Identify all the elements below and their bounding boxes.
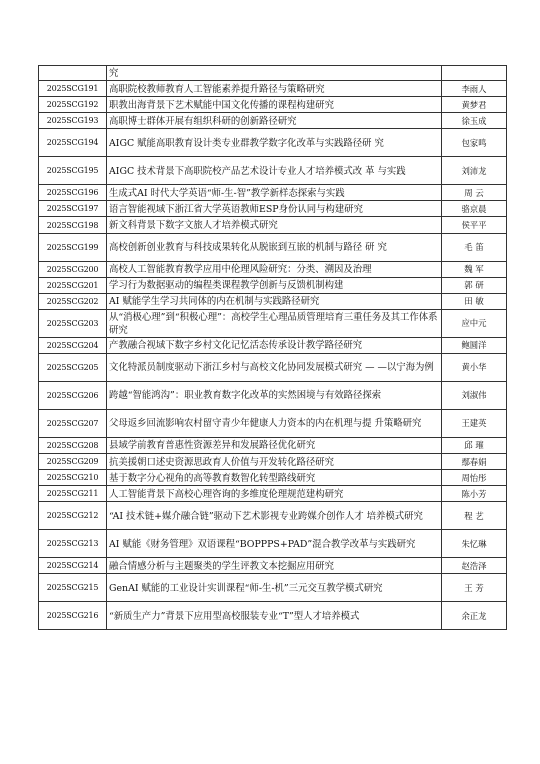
title-cell: “新质生产力”背景下应用型高校服装专业“T”型人才培养模式 bbox=[107, 602, 442, 630]
table-row bbox=[39, 437, 507, 453]
code-cell: 2025SCG212 bbox=[39, 502, 107, 530]
table-row bbox=[39, 97, 507, 113]
author-cell: 鄢春娟 bbox=[442, 454, 507, 470]
code-cell bbox=[39, 66, 107, 81]
title-cell: 语言智能视域下浙江省大学英语教师ESP身份认同与构建研究 bbox=[107, 201, 442, 217]
table-row bbox=[39, 381, 507, 409]
title-cell: 产教融合视域下数字乡村文化记忆活态传承设计教学路径研究 bbox=[107, 337, 442, 353]
author-cell: 包家鸣 bbox=[442, 129, 507, 157]
title-cell: 抗美援朝口述史资源思政育人价值与开发转化路径研究 bbox=[107, 454, 442, 470]
author-cell: 骆京晨 bbox=[442, 201, 507, 217]
table-row bbox=[39, 574, 507, 602]
author-cell: 黄梦君 bbox=[442, 97, 507, 113]
table-row bbox=[39, 129, 507, 157]
code-cell: 2025SCG196 bbox=[39, 185, 107, 201]
table-row bbox=[39, 409, 507, 437]
code-cell: 2025SCG211 bbox=[39, 486, 107, 502]
title-cell: 从“消极心理”到“积极心理”：高校学生心理品质管理培育三重任务及其工作体系研究 bbox=[107, 309, 442, 337]
code-cell: 2025SCG202 bbox=[39, 293, 107, 309]
table-row bbox=[39, 486, 507, 502]
author-cell: 陈小芳 bbox=[442, 486, 507, 502]
title-cell: 文化特派员制度驱动下浙江乡村与高校文化协同发展模式研究 — —以宁海为例 bbox=[107, 353, 442, 381]
code-cell: 2025SCG210 bbox=[39, 470, 107, 486]
title-cell: 高职院校教师教育人工智能素养提升路径与策略研究 bbox=[107, 81, 442, 97]
table-row bbox=[39, 454, 507, 470]
title-cell: AIGC 技术背景下高职院校产品艺术设计专业人才培养模式改 革 与实践 bbox=[107, 157, 442, 185]
code-cell: 2025SCG216 bbox=[39, 602, 107, 630]
table-row bbox=[39, 217, 507, 233]
author-cell: 周怡彤 bbox=[442, 470, 507, 486]
project-table bbox=[38, 65, 507, 630]
code-cell: 2025SCG199 bbox=[39, 233, 107, 261]
title-cell: 高校创新创业教育与科技成果转化从脱嵌到互嵌的机制与路径 研 究 bbox=[107, 233, 442, 261]
author-cell: 王建英 bbox=[442, 409, 507, 437]
table-row bbox=[39, 261, 507, 277]
table-row bbox=[39, 337, 507, 353]
author-cell: 应中元 bbox=[442, 309, 507, 337]
author-cell: 毛 笛 bbox=[442, 233, 507, 261]
author-cell: 王 芳 bbox=[442, 574, 507, 602]
title-cell: AI 赋能学生学习共同体的内在机制与实践路径研究 bbox=[107, 293, 442, 309]
title-cell: 职教出海背景下艺术赋能中国文化传播的课程构建研究 bbox=[107, 97, 442, 113]
author-cell: 魏 军 bbox=[442, 261, 507, 277]
title-cell: 学习行为数据驱动的编程类课程教学创新与反馈机制构建 bbox=[107, 277, 442, 293]
table-row bbox=[39, 277, 507, 293]
author-cell: 郭 研 bbox=[442, 277, 507, 293]
code-cell: 2025SCG214 bbox=[39, 558, 107, 574]
title-cell: AIGC 赋能高职教育设计类专业群教学数字化改革与实践路径研 究 bbox=[107, 129, 442, 157]
author-cell bbox=[442, 66, 507, 81]
author-cell: 侯平平 bbox=[442, 217, 507, 233]
title-cell: 高职博士群体开展有组织科研的创新路径研究 bbox=[107, 113, 442, 129]
code-cell: 2025SCG208 bbox=[39, 437, 107, 453]
table-row bbox=[39, 293, 507, 309]
code-cell: 2025SCG200 bbox=[39, 261, 107, 277]
title-cell: 跨越“智能鸿沟”：职业教育数字化改革的实然困境与有效路径探索 bbox=[107, 381, 442, 409]
title-cell: 基于数字分心视角的高等教育数智化转型路线研究 bbox=[107, 470, 442, 486]
author-cell: 邱 璀 bbox=[442, 437, 507, 453]
author-cell: 程 艺 bbox=[442, 502, 507, 530]
title-cell: 人工智能背景下高校心理咨询的多维度伦理规范建构研究 bbox=[107, 486, 442, 502]
title-cell: 父母返乡回流影响农村留守青少年健康人力资本的内在机理与提 升策略研究 bbox=[107, 409, 442, 437]
title-cell: 生成式AI 时代大学英语“师-生-智”教学新样态探索与实践 bbox=[107, 185, 442, 201]
table-row bbox=[39, 353, 507, 381]
title-cell: 融合情感分析与主题聚类的学生评教文本挖掘应用研究 bbox=[107, 558, 442, 574]
table-row bbox=[39, 185, 507, 201]
code-cell: 2025SCG204 bbox=[39, 337, 107, 353]
table-row bbox=[39, 602, 507, 630]
title-cell: 新文科背景下数字文旅人才培养模式研究 bbox=[107, 217, 442, 233]
table-row bbox=[39, 558, 507, 574]
table-row bbox=[39, 309, 507, 337]
code-cell: 2025SCG209 bbox=[39, 454, 107, 470]
title-cell: 县域学前教育普惠性资源差异和发展路径优化研究 bbox=[107, 437, 442, 453]
title-cell: AI 赋能《财务管理》双语课程“BOPPPS+PAD”混合教学改革与实践研究 bbox=[107, 530, 442, 558]
code-cell: 2025SCG203 bbox=[39, 309, 107, 337]
table-row bbox=[39, 530, 507, 558]
code-cell: 2025SCG192 bbox=[39, 97, 107, 113]
author-cell: 刘沛龙 bbox=[442, 157, 507, 185]
author-cell: 余正龙 bbox=[442, 602, 507, 630]
author-cell: 周 云 bbox=[442, 185, 507, 201]
table-row bbox=[39, 470, 507, 486]
table-row bbox=[39, 502, 507, 530]
author-cell: 赵浩泽 bbox=[442, 558, 507, 574]
code-cell: 2025SCG205 bbox=[39, 353, 107, 381]
table-row bbox=[39, 81, 507, 97]
title-cell: 究 bbox=[107, 66, 442, 81]
author-cell: 黄小华 bbox=[442, 353, 507, 381]
code-cell: 2025SCG198 bbox=[39, 217, 107, 233]
author-cell: 李雨人 bbox=[442, 81, 507, 97]
author-cell: 朱忆琳 bbox=[442, 530, 507, 558]
table-row bbox=[39, 233, 507, 261]
title-cell: 高校人工智能教育教学应用中伦理风险研究：分类、溯因及治理 bbox=[107, 261, 442, 277]
code-cell: 2025SCG206 bbox=[39, 381, 107, 409]
table-row bbox=[39, 157, 507, 185]
code-cell: 2025SCG197 bbox=[39, 201, 107, 217]
code-cell: 2025SCG194 bbox=[39, 129, 107, 157]
table-row bbox=[39, 113, 507, 129]
table-row bbox=[39, 201, 507, 217]
code-cell: 2025SCG191 bbox=[39, 81, 107, 97]
author-cell: 鲍圆洋 bbox=[442, 337, 507, 353]
title-cell: “AI 技术链+媒介融合链”驱动下艺术影视专业跨媒介创作人才 培养模式研究 bbox=[107, 502, 442, 530]
code-cell: 2025SCG213 bbox=[39, 530, 107, 558]
code-cell: 2025SCG207 bbox=[39, 409, 107, 437]
author-cell: 徐玉成 bbox=[442, 113, 507, 129]
title-cell: GenAI 赋能的工业设计实训课程“师-生-机”三元交互教学模式研究 bbox=[107, 574, 442, 602]
table-row bbox=[39, 66, 507, 81]
code-cell: 2025SCG195 bbox=[39, 157, 107, 185]
code-cell: 2025SCG215 bbox=[39, 574, 107, 602]
code-cell: 2025SCG201 bbox=[39, 277, 107, 293]
code-cell: 2025SCG193 bbox=[39, 113, 107, 129]
author-cell: 刘淑伟 bbox=[442, 381, 507, 409]
author-cell: 田 敏 bbox=[442, 293, 507, 309]
